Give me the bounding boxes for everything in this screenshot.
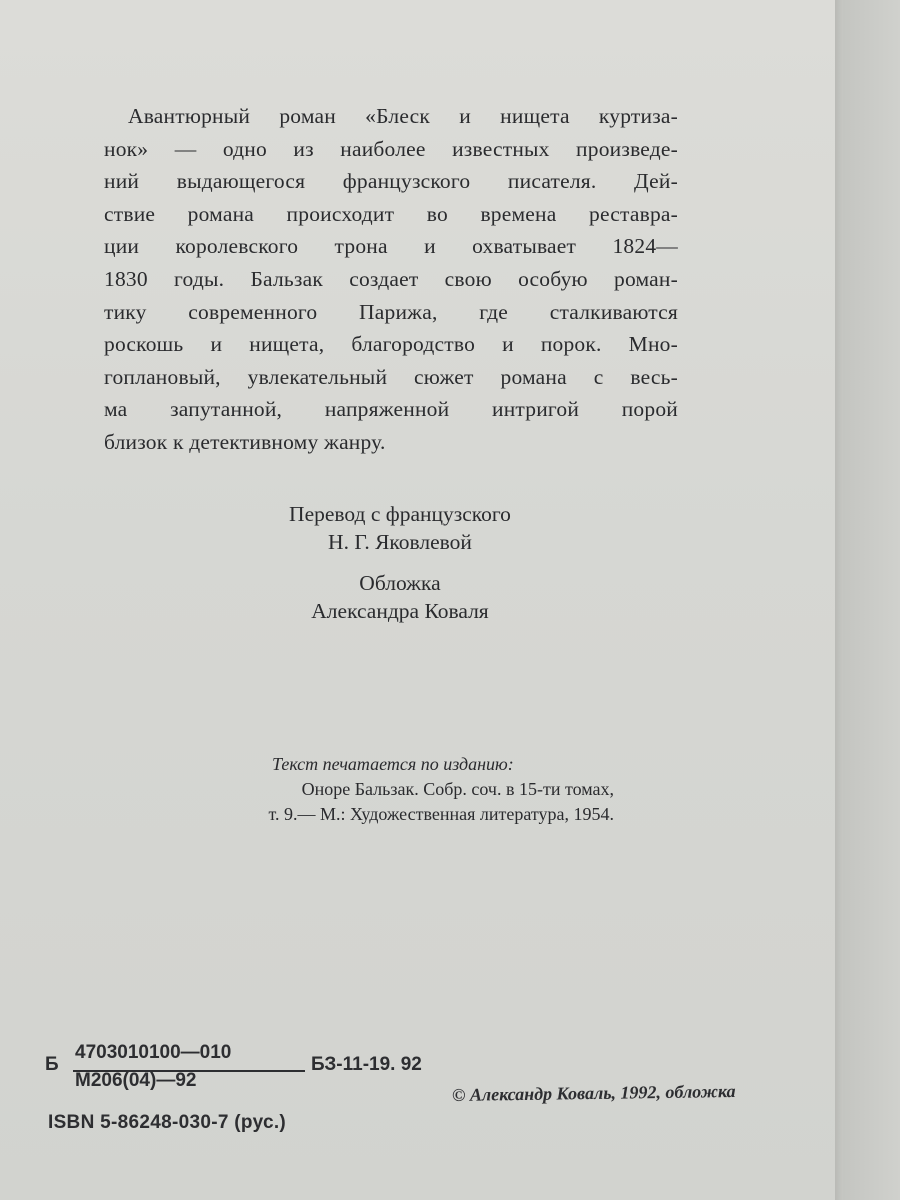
translation-credit xyxy=(200,500,600,556)
annotation-line: ствие романа происходит во времена реставра- xyxy=(104,201,678,226)
annotation-paragraph xyxy=(104,100,678,459)
biblio-numerator: 4703010100—010 xyxy=(75,1042,232,1063)
annotation-line: Авантюрный роман «Блеск и нищета куртиза- xyxy=(128,104,678,128)
cover-artist-name: Александра Коваля xyxy=(311,599,489,623)
source-line: Оноре Бальзак. Собр. соч. в 15-ти томах, xyxy=(301,779,614,799)
source-edition-note xyxy=(190,752,650,827)
annotation-line: тику современного Парижа, где сталкиваются xyxy=(104,299,678,324)
annotation-line: нок» — одно из наиболее известных произведе- xyxy=(104,136,678,161)
annotation-line: ма запутанной, напряженной интригой порой xyxy=(104,397,678,422)
annotation-line: 1830 годы. Бальзак создает свою особую роман- xyxy=(104,266,678,291)
biblio-letter: Б xyxy=(45,1054,59,1075)
adjacent-page xyxy=(843,0,900,1200)
annotation-line: ции королевского трона и охватывает 1824— xyxy=(104,234,678,259)
cover-credit xyxy=(200,569,600,625)
page-edge xyxy=(835,0,843,1200)
biblio-code: БЗ-11-19. 92 xyxy=(311,1054,422,1075)
translator-name: Н. Г. Яковлевой xyxy=(328,530,472,554)
source-line: т. 9.— М.: Художественная литература, 1954. xyxy=(268,804,614,824)
cover-label: Обложка xyxy=(359,571,441,595)
annotation-line: ний выдающегося французского писателя. Дей- xyxy=(104,169,678,194)
annotation-line: гоплановый, увлекательный сюжет романа с весь- xyxy=(104,364,678,389)
annotation-line: близок к детективному жанру. xyxy=(104,429,386,454)
translation-label: Перевод с французского xyxy=(289,502,511,526)
copyright-line: © Александр Коваль, 1992, обложка xyxy=(451,1081,736,1105)
biblio-denominator: М206(04)—92 xyxy=(75,1070,197,1091)
annotation-line: роскошь и нищета, благородство и порок. Мно- xyxy=(104,332,678,357)
bibliographic-code xyxy=(45,1040,425,1100)
source-heading: Текст печатается по изданию: xyxy=(272,754,514,774)
isbn-line: ISBN 5-86248-030-7 (рус.) xyxy=(48,1112,287,1133)
